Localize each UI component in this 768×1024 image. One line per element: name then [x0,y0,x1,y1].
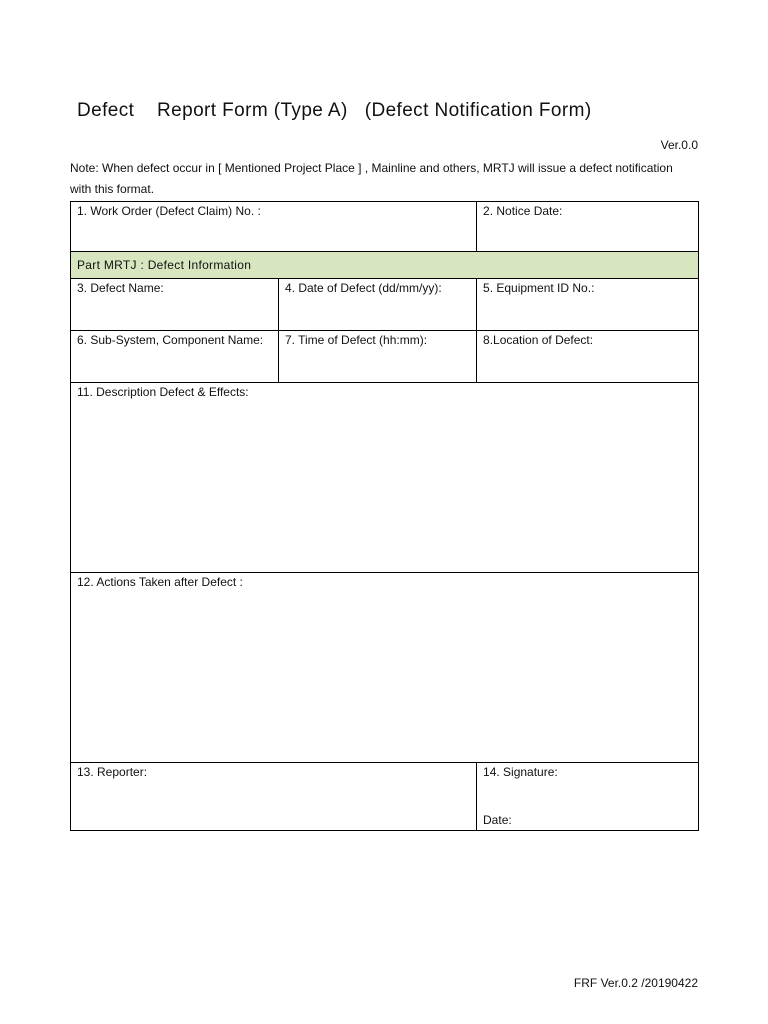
footer-code: FRF Ver.0.2 /20190422 [573,976,698,990]
notice-date-cell[interactable] [477,202,699,252]
row-section-title [71,252,699,279]
equipment-id-label: 5. Equipment ID No.: [483,281,595,295]
defect-report-table [70,201,699,831]
section-title-cell [71,252,699,279]
sub-system-cell[interactable] [71,331,279,383]
form-note: Note: When defect occur in [ Mentioned Project Place ] , Mainline and others, MRTJ will issue a defect notification with this format. [70,161,673,196]
signature-cell[interactable] [477,763,699,831]
description-label: 11. Description Defect & Effects: [77,385,249,399]
sub-system-label: 6. Sub-System, Component Name: [77,333,264,347]
defect-name-cell[interactable] [71,279,279,331]
signature-label: 14. Signature: [483,765,558,779]
row-subsystem [71,331,699,383]
time-of-defect-label: 7. Time of Defect (hh:mm): [285,333,428,347]
form-title: Defect Report Form (Type A) (Defect Notification Form) [77,100,592,121]
row-work-order [71,202,699,252]
signature-date-label: Date: [483,813,512,827]
work-order-label: 1. Work Order (Defect Claim) No. : [77,204,261,218]
actions-label: 12. Actions Taken after Defect : [77,575,243,589]
equipment-id-cell[interactable] [477,279,699,331]
row-actions [71,573,699,763]
row-description [71,383,699,573]
section-title: Part MRTJ : Defect Information [77,258,252,272]
version-label: Ver.0.0 [660,138,698,152]
defect-name-label: 3. Defect Name: [77,281,164,295]
location-label: 8.Location of Defect: [483,333,594,347]
row-reporter [71,763,699,831]
reporter-cell[interactable] [71,763,477,831]
time-of-defect-cell[interactable] [279,331,477,383]
row-defect-details [71,279,699,331]
reporter-label: 13. Reporter: [77,765,148,779]
description-cell[interactable] [71,383,699,573]
date-of-defect-label: 4. Date of Defect (dd/mm/yy): [285,281,442,295]
location-cell[interactable] [477,331,699,383]
actions-cell[interactable] [71,573,699,763]
date-of-defect-cell[interactable] [279,279,477,331]
work-order-cell[interactable] [71,202,477,252]
notice-date-label: 2. Notice Date: [483,204,563,218]
